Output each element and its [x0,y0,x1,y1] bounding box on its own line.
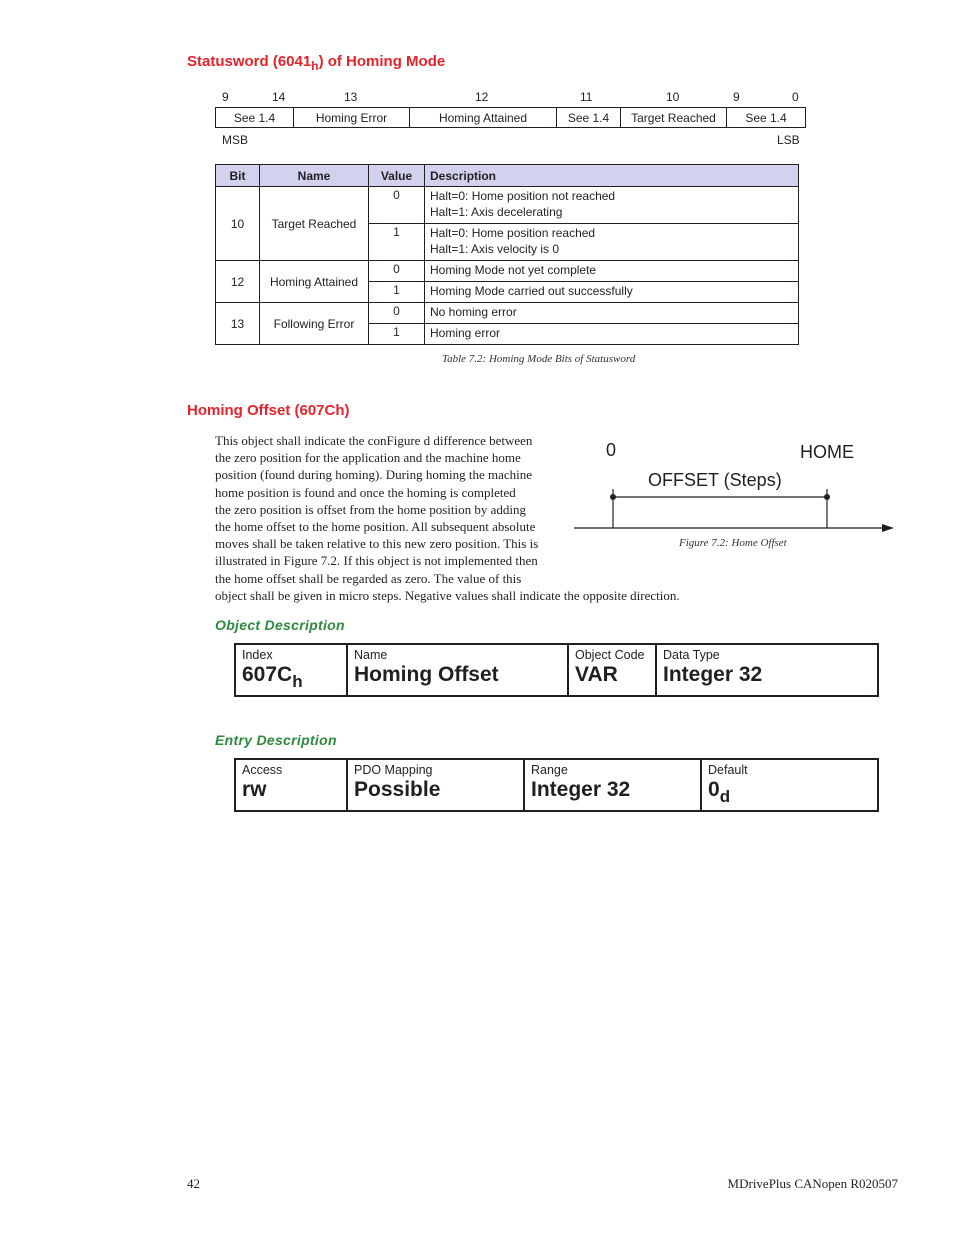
document-id: MDrivePlus CANopen R020507 [727,1176,898,1191]
paragraph-line: illustrated in Figure 7.2. If this object is not implemented then [215,553,538,569]
value-cell: 0 [369,187,425,224]
entry-description-heading: Entry Description [215,732,337,748]
range-cell [525,760,702,810]
cell-value: $607C_h$ [242,663,303,691]
bit-number: 13 [344,90,358,104]
bit-field: Target Reached [621,108,727,127]
object-description-heading: Object Description [215,617,345,633]
name-cell: Homing Attained [260,261,369,303]
bit-number: 11 [580,90,593,104]
bit-numbers [0,90,954,104]
bit-cell: 12 [216,261,260,303]
bit-number: 10 [666,90,680,104]
bit-number: 0 [792,90,799,104]
bit-field: See 1.4 [745,110,787,125]
figure-caption: Figure 7.2: Home Offset [679,537,787,549]
value-cell: 1 [369,282,425,303]
paragraph-line: home position is found and once the homing is completed [215,484,516,500]
cell-label: Range [531,763,568,777]
paragraph-line: This object shall indicate the conFigure d difference between [215,433,533,448]
cell-label: Default [708,763,748,777]
paragraph-line: position (found during homing). During homing the machine [215,467,533,483]
table-caption: Table 7.2: Homing Mode Bits of Statusword [442,353,636,365]
cell-label: Access [242,763,283,777]
paragraph-line: the home offset to the home position. All subsequent absolute [215,519,536,535]
header-name: Name [260,165,369,187]
cell-value: Integer 32 [531,778,631,801]
bit-field: See 1.4 [557,108,621,127]
homing-bits-table [215,164,799,345]
cell-value: $0_d$ [708,778,731,806]
value-cell: 0 [369,261,425,282]
object-description-box [234,643,879,697]
offset-endpoint [824,494,830,500]
description-line: Halt=1: Axis decelerating [430,205,563,219]
description-line: Halt=0: Home position not reached [430,189,616,203]
description-cell [425,187,799,224]
offset-endpoint [610,494,616,500]
bit-field: Homing Attained [410,108,557,127]
home-label: HOME [800,442,854,462]
page-number: 42 [187,1176,200,1191]
description-line: Halt=1: Axis velocity is 0 [430,242,560,256]
description-line: Halt=0: Home position reached [430,226,596,240]
paragraph-line: the home offset shall be regarded as zero. The value of this [215,570,522,586]
cell-label: Index [242,648,273,662]
cell-value: rw [242,778,267,801]
paragraph-line: the zero position is offset from the home position by adding [215,501,526,517]
cell-label: Name [354,648,388,662]
table-row [216,187,799,224]
table-row [216,261,799,282]
entry-description-box [234,758,879,812]
bit-cell: 13 [216,303,260,345]
homing-offset-heading: Homing Offset (607Ch) [187,402,350,419]
cell-value: Integer 32 [663,663,763,686]
bit-field: Homing Error [294,108,410,127]
lsb-label: LSB [777,133,800,147]
header-description: Description [425,165,799,187]
table-row [216,303,799,324]
data-type-cell [657,645,877,695]
cell-value: VAR [575,663,618,686]
description-cell: Homing Mode carried out successfully [425,282,799,303]
index-cell [236,645,348,695]
paragraph-line: the zero position for the application and the machine home [215,450,521,466]
bit-field: See 1.4 [216,108,294,127]
statusword-heading: Statusword $(6041_h)$ of Homing Mode [187,53,446,73]
axis-arrowhead [882,524,894,532]
bit-number: 14 [272,90,286,104]
object-code-cell [569,645,657,695]
value-cell: 0 [369,303,425,324]
description-cell: Homing error [425,324,799,345]
cell-value: Homing Offset [354,663,499,686]
description-cell: Homing Mode not yet complete [425,261,799,282]
cell-label: PDO Mapping [354,763,433,777]
table-header-row [216,165,799,187]
cell-label: Object Code [575,648,645,662]
paragraph-line: moves shall be taken relative to this new zero position. This is [215,536,539,552]
access-cell [236,760,348,810]
cell-label: Data Type [663,648,720,662]
pdo-mapping-cell [348,760,525,810]
bit-number: 9 [222,90,229,104]
value-cell: 1 [369,324,425,345]
zero-label: 0 [606,440,617,460]
cell-value: Possible [354,778,441,801]
name-cell [348,645,569,695]
paragraph-line: object shall be given in micro steps. Negative values shall indicate the opposite direction. [215,587,680,603]
name-cell: Target Reached [260,187,369,261]
name-cell: Following Error [260,303,369,345]
header-value: Value [369,165,425,187]
msb-label: MSB [222,133,249,147]
bit-number: 9 [733,90,740,104]
value-cell: 1 [369,224,425,261]
bit-layout-strip [215,107,806,128]
description-cell: No homing error [425,303,799,324]
offset-label: OFFSET (Steps) [648,470,782,490]
bit-number: 12 [475,90,489,104]
description-cell [425,224,799,261]
bit-cell: 10 [216,187,260,261]
default-cell [702,760,877,810]
header-bit: Bit [216,165,260,187]
